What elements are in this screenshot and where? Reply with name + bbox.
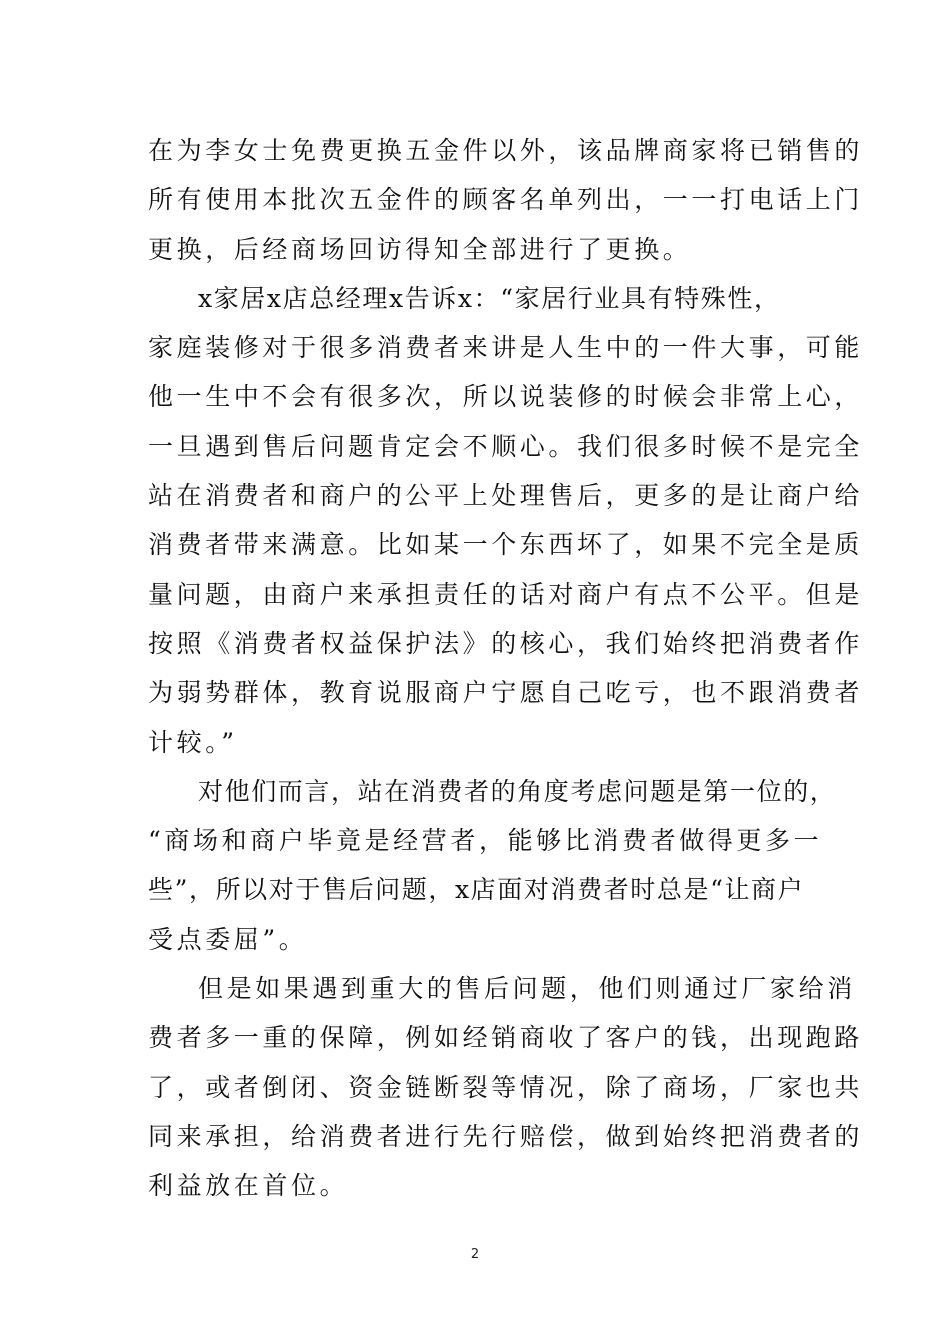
text-line: 站在消费者和商户的公平上处理售后，更多的是让商户给 [148, 481, 864, 511]
text-line: 同来承担，给消费者进行先行赔偿，做到始终把消费者的 [148, 1121, 864, 1151]
text-line: 更换，后经商场回访得知全部进行了更换。 [148, 234, 692, 264]
text-line: 计较。” [148, 727, 238, 757]
text-line: 家庭装修对于很多消费者来讲是人生中的一件大事，可能 [148, 333, 864, 363]
text-line: 了，或者倒闭、资金链断裂等情况，除了商场，厂家也共 [148, 1072, 864, 1102]
text-line: 在为李女士免费更换五金件以外，该品牌商家将已销售的 [148, 136, 864, 165]
text-line: 些”，所以对于售后问题，x店面对消费者时总是“让商户 [148, 875, 805, 905]
text-line: 利益放在首位。 [148, 1171, 349, 1201]
text-line: 量问题，由商户来承担责任的话对商户有点不公平。但是 [148, 579, 864, 609]
text-line: 按照《消费者权益保护法》的核心，我们始终把消费者作 [148, 628, 864, 658]
body-text [148, 126, 864, 1211]
text-line: 费者多一重的保障，例如经销商收了客户的钱，出现跑路 [148, 1023, 864, 1053]
text-line-paragraph-start: x家居x店总经理x告诉x：“家居行业具有特殊性， [198, 283, 781, 313]
text-line-paragraph-start: 但是如果遇到重大的售后问题，他们则通过厂家给消 [198, 974, 856, 1004]
text-line: 消费者带来满意。比如某一个东西坏了，如果不完全是质 [148, 530, 864, 560]
page-number: 2 [470, 1247, 480, 1262]
text-line: 一旦遇到售后问题肯定会不顺心。我们很多时候不是完全 [148, 431, 864, 461]
text-line: 受点委屈”。 [148, 924, 308, 954]
text-line-paragraph-start: 对他们而言，站在消费者的角度考虑问题是第一位的， [198, 776, 837, 806]
text-line: 他一生中不会有很多次，所以说装修的时候会非常上心， [148, 382, 864, 412]
text-line: 所有使用本批次五金件的顾客名单列出，一一打电话上门 [148, 185, 864, 215]
text-line: 为弱势群体，教育说服商户宁愿自己吃亏，也不跟消费者 [148, 678, 864, 708]
text-line: “商场和商户毕竟是经营者，能够比消费者做得更多一 [148, 826, 823, 856]
